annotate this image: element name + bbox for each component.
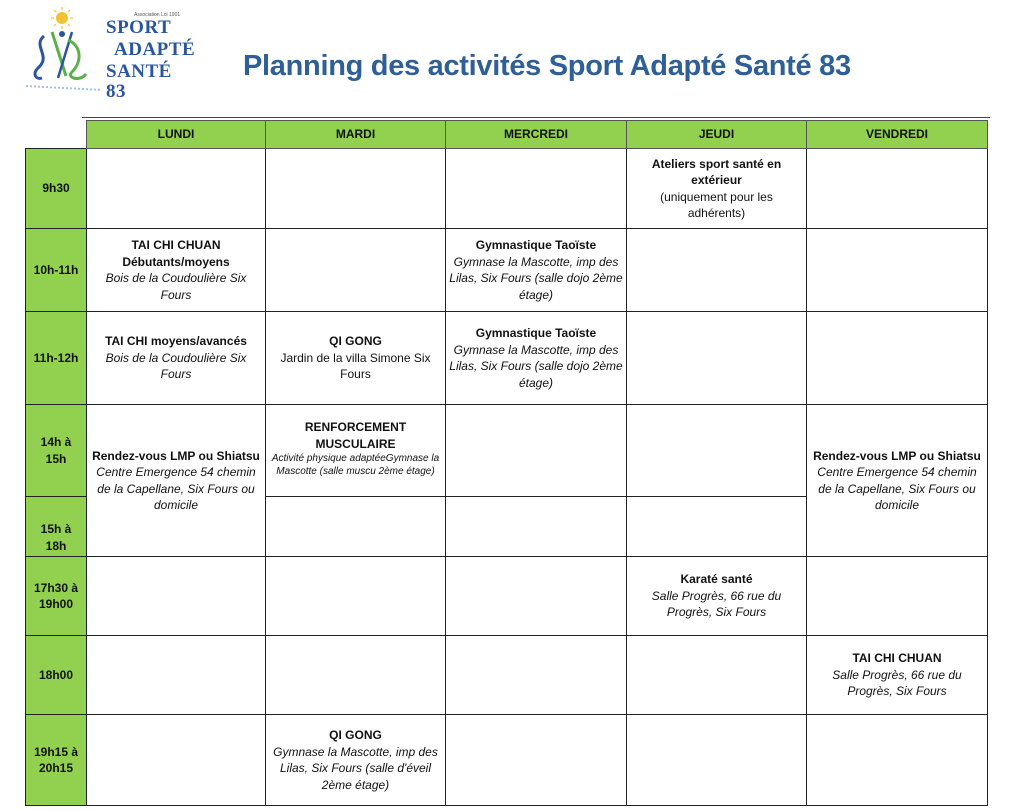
- days-header-row: [26, 121, 988, 149]
- activity-cell: [87, 405, 266, 557]
- activity-name: Ateliers sport santé en extérieur: [651, 156, 782, 187]
- day-header: MARDI: [266, 121, 446, 149]
- empty-cell: [446, 715, 627, 806]
- empty-cell: [627, 229, 807, 312]
- activity-name: Gymnastique Taoïste: [475, 238, 597, 252]
- logo-line-2: ADAPTÉ: [114, 39, 196, 60]
- activity-name: Karaté santé: [680, 572, 753, 587]
- activity-name: Gymnastique Taoïste: [475, 326, 597, 340]
- empty-cell: [446, 636, 627, 715]
- activity-name: Rendez-vous LMP ou Shiatsu: [92, 448, 260, 463]
- empty-cell: [807, 149, 988, 229]
- activity-name: TAI CHI moyens/avancés: [105, 334, 247, 349]
- hour-cell: 17h30 à 19h00: [26, 557, 87, 636]
- activity-cell: [266, 312, 446, 405]
- activity-cell: [266, 405, 446, 497]
- activity-name: QI GONG: [329, 728, 382, 742]
- activity-location: Gymnase la Mascotte, imp des Lilas, Six Fours (salle d'éveil 2ème étage): [273, 744, 438, 792]
- activity-location: Bois de la Coudoulière Six Fours: [105, 350, 247, 382]
- table-row: [26, 149, 988, 229]
- empty-cell: [627, 497, 807, 557]
- page-title: Planning des activités Sport Adapté Santé 83: [243, 50, 851, 82]
- hour-cell: 9h30: [26, 149, 87, 229]
- empty-cell: [87, 715, 266, 806]
- activity-location: Centre Emergence 54 chemin de la Capellane, Six Fours ou domicile: [817, 465, 977, 512]
- activity-location: Salle Progrès, 66 rue du Progrès, Six Fours: [832, 667, 962, 699]
- empty-cell: [266, 557, 446, 636]
- logo-figure-icon: [22, 6, 106, 98]
- empty-cell: [807, 557, 988, 636]
- hour-cell: 11h-12h: [26, 312, 87, 405]
- activity-cell: [627, 557, 807, 636]
- empty-cell: [807, 229, 988, 312]
- activity-name: TAI CHI CHUAN: [852, 651, 942, 666]
- activity-name: RENFORCEMENT MUSCULAIRE: [304, 420, 407, 451]
- activity-location: Jardin de la villa Simone Six Fours: [280, 350, 431, 382]
- activity-cell: [446, 312, 627, 405]
- hour-cell: 10h-11h: [26, 229, 87, 312]
- empty-cell: [807, 715, 988, 806]
- logo-tagline: Association Loi 1901: [134, 12, 181, 18]
- empty-cell: [807, 312, 988, 405]
- empty-cell: [87, 636, 266, 715]
- activity-location: Activité physique adaptéeGymnase la Mascotte (salle muscu 2ème étage): [271, 453, 440, 477]
- empty-cell: [266, 229, 446, 312]
- day-header: VENDREDI: [807, 121, 988, 149]
- activity-cell: [807, 636, 988, 715]
- empty-cell: [627, 405, 807, 497]
- activity-location: Bois de la Coudoulière Six Fours: [105, 271, 247, 302]
- empty-cell: [627, 636, 807, 715]
- logo-line-1: SPORT: [106, 17, 172, 38]
- activity-location: Centre Emergence 54 chemin de la Capellane, Six Fours ou domicile: [96, 465, 256, 512]
- table-row: [26, 557, 988, 636]
- hour-cell: 15h à 18h: [26, 497, 87, 557]
- table-row: [26, 405, 988, 497]
- empty-cell: [446, 405, 627, 497]
- activity-cell: [87, 312, 266, 405]
- empty-cell: [627, 312, 807, 405]
- empty-cell: [266, 497, 446, 557]
- schedule-table: [25, 120, 988, 806]
- empty-cell: [446, 557, 627, 636]
- activity-name: TAI CHI CHUAN Débutants/moyens: [122, 238, 230, 269]
- empty-cell: [266, 636, 446, 715]
- table-row: [26, 715, 988, 806]
- activity-cell: [807, 405, 988, 557]
- table-row: [26, 636, 988, 715]
- activity-name: Rendez-vous LMP ou Shiatsu: [813, 448, 981, 463]
- empty-cell: [446, 149, 627, 229]
- logo-line-3: SANTÉ 83: [106, 61, 172, 102]
- activity-cell: [627, 149, 807, 229]
- activity-cell: [87, 229, 266, 312]
- hour-cell: 19h15 à 20h15: [26, 715, 87, 806]
- activity-name: QI GONG: [329, 334, 382, 349]
- day-header: LUNDI: [87, 121, 266, 149]
- hour-cell: 14h à 15h: [26, 405, 87, 497]
- empty-cell: [87, 557, 266, 636]
- corner-cell: [26, 121, 87, 149]
- empty-cell: [627, 715, 807, 806]
- hour-cell: 18h00: [26, 636, 87, 715]
- activity-location: Gymnase la Mascotte, imp des Lilas, Six Fours (salle dojo 2ème étage): [449, 254, 623, 302]
- activity-cell: [446, 229, 627, 312]
- activity-cell: [266, 715, 446, 806]
- logo: [22, 6, 196, 102]
- activity-location: Salle Progrès, 66 rue du Progrès, Six Fours: [651, 588, 782, 620]
- day-header: JEUDI: [627, 121, 807, 149]
- empty-cell: [87, 149, 266, 229]
- activity-note: (uniquement pour les adhérents): [660, 189, 773, 220]
- activity-location: Gymnase la Mascotte, imp des Lilas, Six Fours (salle dojo 2ème étage): [449, 342, 623, 390]
- table-row: [26, 312, 988, 405]
- empty-cell: [446, 497, 627, 557]
- empty-cell: [266, 149, 446, 229]
- table-row: [26, 229, 988, 312]
- day-header: MERCREDI: [446, 121, 627, 149]
